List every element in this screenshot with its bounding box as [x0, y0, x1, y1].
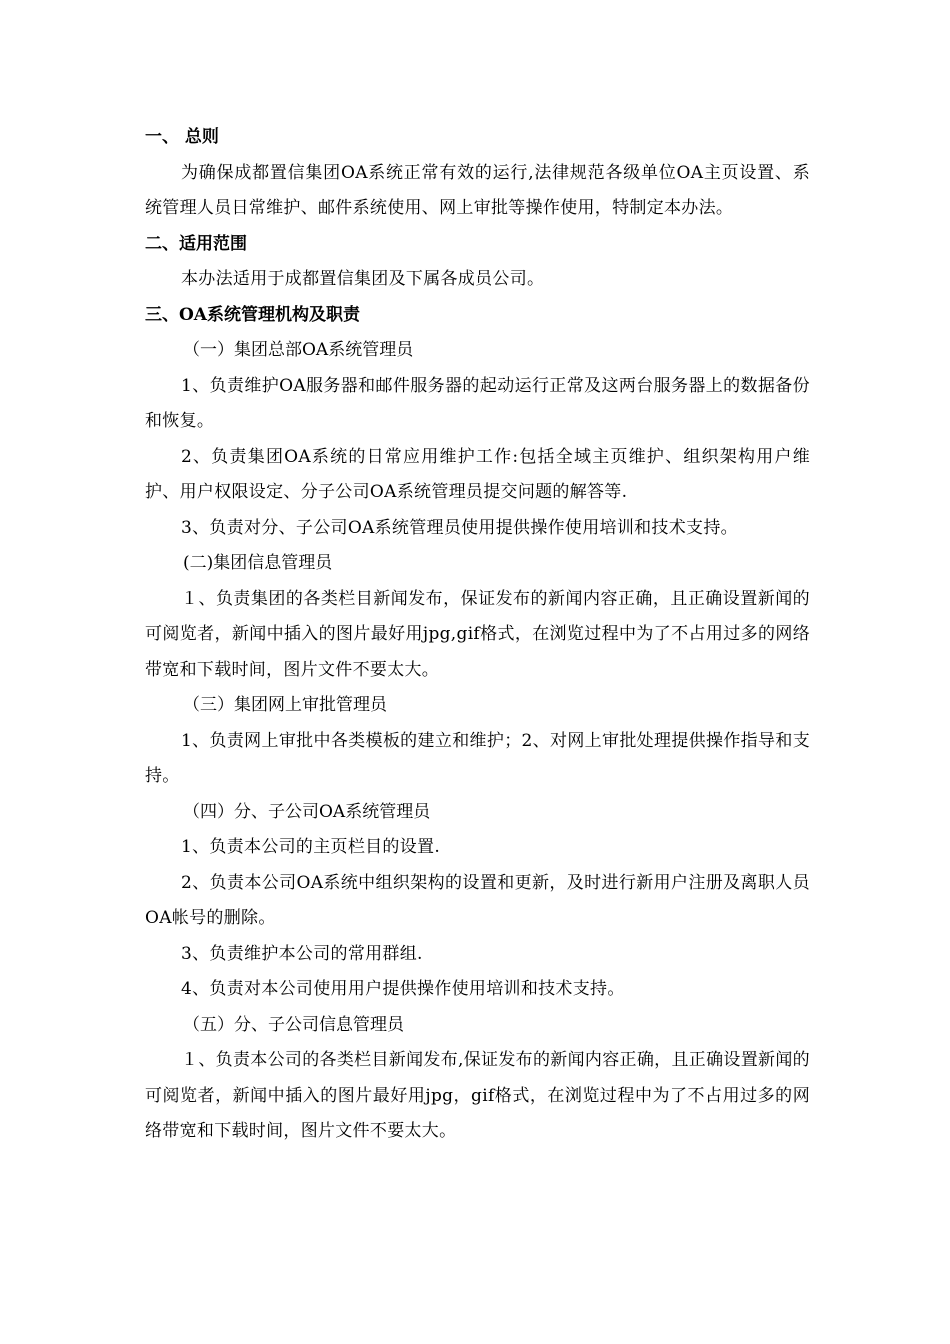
paragraph: １、负责本公司的各类栏目新闻发布,保证发布的新闻内容正确，且正确设置新闻的可阅览者，新闻中插入的图片最好用jpg，gif格式，在浏览过程中为了不占用过多的网络带宽和下载时间，图片文件不要太大。	[145, 1050, 810, 1141]
section-heading-general: 一、 总则	[145, 127, 219, 147]
paragraph: 2、负责集团OA系统的日常应用维护工作:包括全域主页维护、组织架构用户维护、用户权限设定、分子公司OA系统管理员提交问题的解答等.	[145, 446, 810, 502]
paragraph: 4、负责对本公司使用用户提供操作使用培训和技术支持。	[181, 979, 625, 999]
subsection-heading: （四）分、子公司OA系统管理员	[183, 801, 431, 822]
paragraph: 1、负责维护OA服务器和邮件服务器的起动运行正常及这两台服务器上的数据备份和恢复。	[145, 375, 810, 431]
paragraph: 1、负责网上审批中各类模板的建立和维护；2、对网上审批处理提供操作指导和支持。	[145, 730, 810, 786]
section-heading-management: 三、OA系统管理机构及职责	[145, 304, 360, 325]
paragraph: 本办法适用于成都置信集团及下属各成员公司。	[181, 269, 545, 289]
subsection-heading: （五）分、子公司信息管理员	[183, 1014, 404, 1035]
paragraph: 为确保成都置信集团OA系统正常有效的运行,法律规范各级单位OA主页设置、系统管理人员日常维护、邮件系统使用、网上审批等操作使用，特制定本办法。	[145, 162, 810, 218]
paragraph: １、负责集团的各类栏目新闻发布，保证发布的新闻内容正确，且正确设置新闻的可阅览者，新闻中插入的图片最好用jpg,gif格式，在浏览过程中为了不占用过多的网络带宽和下载时间，图片文件不要太大。	[145, 588, 810, 680]
subsection-heading: （一）集团总部OA系统管理员	[183, 340, 414, 360]
paragraph: 3、负责对分、子公司OA系统管理员使用提供操作使用培训和技术支持。	[181, 517, 738, 538]
paragraph: 2、负责本公司OA系统中组织架构的设置和更新，及时进行新用户注册及离职人员OA帐号的删除。	[145, 872, 810, 928]
section-heading-scope: 二、适用范围	[145, 233, 247, 254]
paragraph: 3、负责维护本公司的常用群组.	[181, 943, 423, 964]
subsection-heading: （三）集团网上审批管理员	[183, 695, 387, 715]
document-page	[145, 120, 810, 1150]
subsection-heading: (二)集团信息管理员	[183, 553, 333, 573]
paragraph: 1、负责本公司的主页栏目的设置.	[181, 837, 441, 857]
